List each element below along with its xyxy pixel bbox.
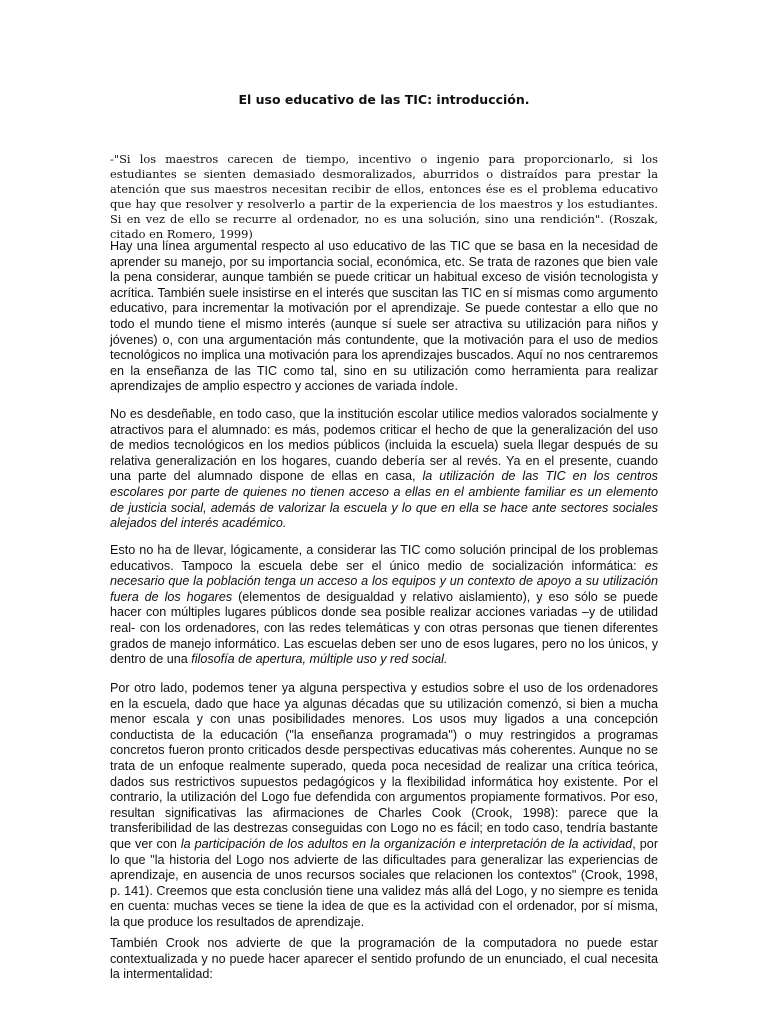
paragraph-2 xyxy=(110,407,658,532)
paragraph-3-text-b: (elementos de desigualdad y relativo aislamiento), y eso sólo se puede hacer con múltiples lugares públicos donde sea posible realizar acciones variadas –y de utilidad real- con los ordenadores, con las redes telemáticas y con otras personas que tienen diferentes grados de manejo informático. Las escuelas deben ser uno de esos lugares, pero no los únicos, y dentro de una xyxy=(110,589,658,667)
paragraph-2-text: No es desdeñable, en todo caso, que la institución escolar utilice medios valorados socialmente y atractivos para el alumnado: es más, podemos criticar el hecho de que la generalización del uso de medios tecnológicos en los medios públicos (incluida la escuela) suela llegar después de su relativa generalización en los hogares, cuando debería ser al revés. Ya en el presente, cuando una parte del alumnado dispone de ellas en casa, xyxy=(110,407,658,484)
paragraph-3-emphasis-b: filosofía de apertura, múltiple uso y red social. xyxy=(191,652,448,667)
paragraph-3 xyxy=(110,543,658,668)
paragraph-5: También Crook nos advierte de que la programación de la computadora no puede estar contextualizada y no puede hacer aparecer el sentido profundo de un enunciado, el cual necesita la intermentalidad: xyxy=(110,936,658,982)
paragraph-2-emphasis: la utilización de las TIC en los centros escolares por parte de quienes no tienen acceso a ellas en el ambiente familiar es un elemento de justicia social, además de valorizar la escuela y lo que en ella se hace ante sectores sociales alejados del interés académico. xyxy=(110,469,658,531)
document-title: El uso educativo de las TIC: introducción. xyxy=(238,92,530,107)
paragraph-3-emphasis-a: es necesario que la población tenga un acceso a los equipos y un contexto de apoyo a su utilización fuera de los hogares xyxy=(110,558,658,604)
paragraph-3-text-a: Esto no ha de llevar, lógicamente, a considerar las TIC como solución principal de los problemas educativos. Tampoco la escuela debe ser el único medio de socialización informática: xyxy=(110,543,658,573)
paragraph-4-emphasis: la participación de los adultos en la organización e interpretación de la actividad xyxy=(180,836,633,851)
paragraph-4-text-a: Por otro lado, podemos tener ya alguna perspectiva y estudios sobre el uso de los ordenadores en la escuela, dado que hace ya algunas décadas que su utilización comenzó, si bien a mucha menor escala y con unas posibilidades menores. Los usos muy ligados a una concepción conductista de la educación ("la enseñanza programada") o muy restringidos a programas concretos fueron pronto criticados desde perspectivas educativas más coherentes. Aunque no se trata de un enfoque realmente superado, queda poca necesidad de realizar una crítica teórica, dados sus restrictivos supuestos pedagógicos y la flexibilidad informática hoy existente. Por el contrario, la utilización del Logo fue defendida con argumentos propiamente formativos. Por eso, resultan significativas las afirmaciones de Charles Cook (Crook, 1998): parece que la transferibilidad de las destrezas conseguidas con Logo no es fácil; en todo caso, tendría bastante que ver con xyxy=(110,681,658,851)
paragraph-4-text-b: , por lo que "la historia del Logo nos advierte de las dificultades para generalizar las experiencias de aprendizaje, en ausencia de unos recursos sociales que relacionen los contextos" (Crook, 1998, p. 141). Creemos que esta conclusión tiene una validez más allá del Logo, y no siempre es tenida en cuenta: muchas veces se tiene la idea de que es la actividad con el ordenador, por sí misma, la que produce los resultados de aprendizaje. xyxy=(110,836,659,929)
epigraph-quote: -"Si los maestros carecen de tiempo, incentivo o ingenio para proporcionarlo, si los estudiantes se sienten demasiado desmoralizados, aburridos o distraídos para prestar la atención que sus maestros necesitan recibir de ellos, entonces ése es el problema educativo que hay que resolver y resolverlo a partir de la experiencia de los maestros y los estudiantes. Si en vez de ello se recurre al ordenador, no es una solución, sino una rendición". (Roszak, citado en Romero, 1999) xyxy=(110,152,658,241)
paragraph-4 xyxy=(110,681,658,931)
paragraph-1: Hay una línea argumental respecto al uso educativo de las TIC que se basa en la necesidad de aprender su manejo, por su importancia social, económica, etc. Se trata de razones que bien vale la pena considerar, aunque también se puede criticar un habitual exceso de visión tecnologista y acrítica. También suele insistirse en el interés que suscitan las TIC en sí mismas como argumento educativo, para incrementar la motivación por el aprendizaje. Se puede contestar a ello que no todo el mundo tiene el mismo interés (aunque sí suele ser atractiva su utilización para niños y jóvenes) o, con una argumentación más contundente, que la motivación para el uso de medios tecnológicos no implica una motivación para los aprendizajes buscados. Aquí no nos centraremos en la enseñanza de las TIC como tal, sino en su utilización como herramienta para realizar aprendizajes de amplio espectro y acciones de variada índole. xyxy=(110,239,658,394)
